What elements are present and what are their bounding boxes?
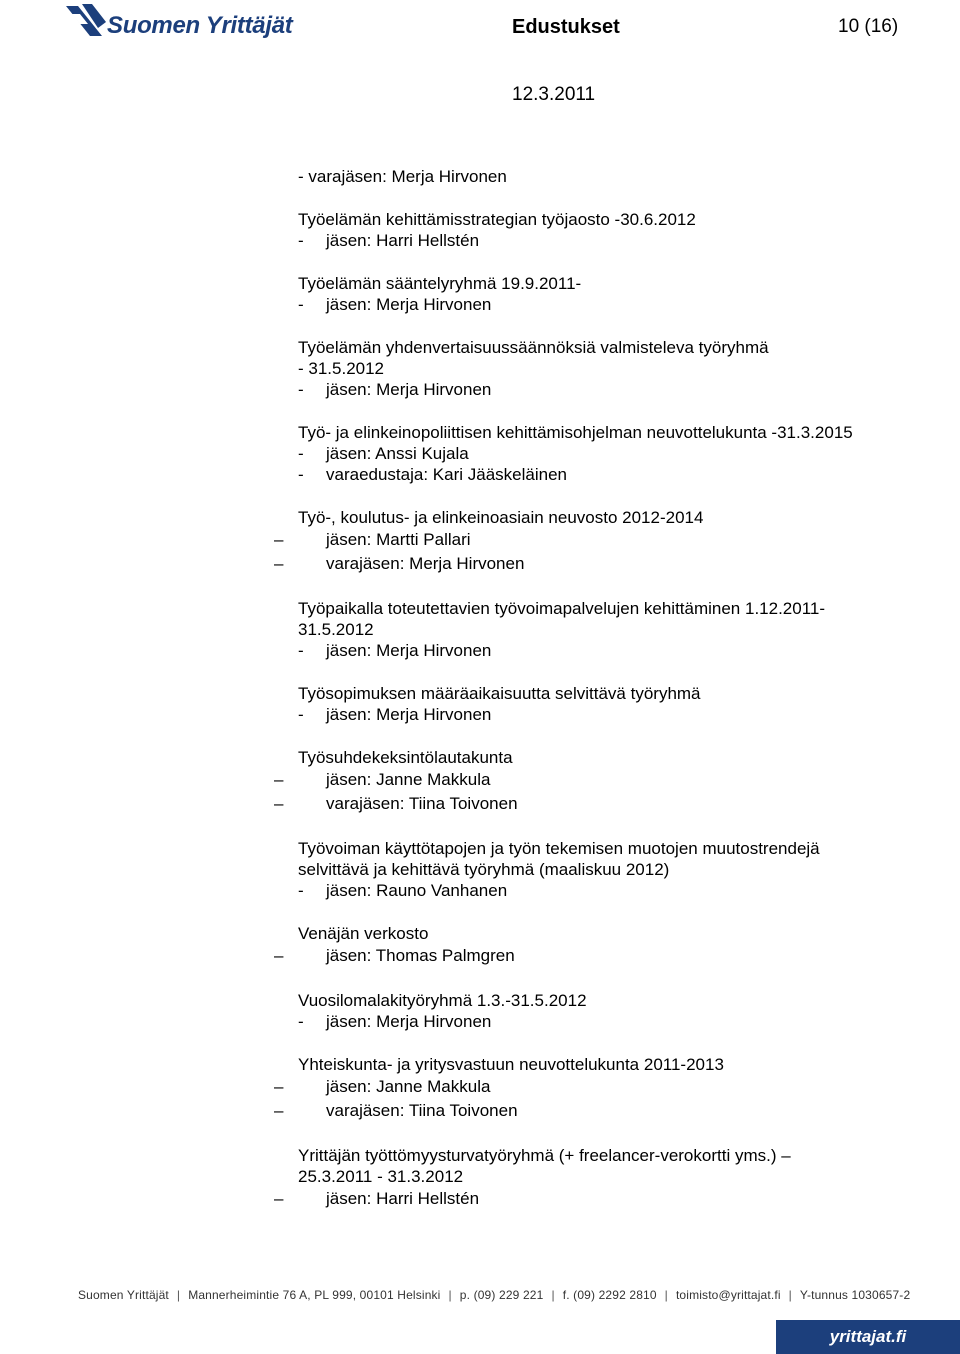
member-item xyxy=(298,880,918,901)
section-gap xyxy=(298,968,918,990)
suomen-yrittajat-logo-icon xyxy=(62,0,110,44)
section-heading: 31.5.2012 xyxy=(298,620,374,639)
footer-separator: | xyxy=(664,1288,668,1302)
section-heading: Vuosilomalakityöryhmä 1.3.-31.5.2012 xyxy=(298,991,587,1010)
section xyxy=(274,507,918,576)
bullet-dash: - xyxy=(298,231,304,250)
section-heading: Työsuhdekeksintölautakunta xyxy=(298,748,513,767)
footer-separator: | xyxy=(176,1288,181,1302)
bullet-dash: – xyxy=(274,554,284,573)
section-heading: Työ-, koulutus- ja elinkeinoasiain neuvosto 2012-2014 xyxy=(298,508,704,527)
member-item xyxy=(298,294,918,315)
member-text: jäsen: Merja Hirvonen xyxy=(326,1012,492,1031)
member-text: varaedustaja: Kari Jääskeläinen xyxy=(326,465,567,484)
section-gap xyxy=(298,901,918,923)
section-gap xyxy=(298,400,918,422)
bullet-dash: - xyxy=(298,465,304,484)
section xyxy=(298,273,918,315)
footer-item: p. (09) 229 221 xyxy=(459,1288,544,1302)
member-item xyxy=(298,379,918,400)
member-text: jäsen: Harri Hellstén xyxy=(326,231,480,250)
bullet-dash: - xyxy=(298,705,304,724)
bullet-dash: – xyxy=(274,1101,284,1120)
member-text: jäsen: Anssi Kujala xyxy=(326,444,469,463)
footer-item: Suomen Yrittäjät xyxy=(78,1288,169,1302)
section-heading: Työsopimuksen määräaikaisuutta selvittävä työryhmä xyxy=(298,684,701,703)
bullet-dash: – xyxy=(274,794,284,813)
section-heading: 25.3.2011 - 31.3.2012 xyxy=(298,1167,464,1186)
member-text: jäsen: Merja Hirvonen xyxy=(326,641,492,660)
company-logo xyxy=(62,0,302,48)
member-text: varajäsen: Tiina Toivonen xyxy=(326,1101,518,1120)
bullet-dash: – xyxy=(274,770,284,789)
member-item xyxy=(274,944,918,968)
section xyxy=(298,990,918,1032)
footer-item: Mannerheimintie 76 A, PL 999, 00101 Helsinki xyxy=(188,1288,441,1302)
member-text: jäsen: Merja Hirvonen xyxy=(326,295,492,314)
bullet-dash: – xyxy=(274,946,284,965)
section-heading: Työpaikalla toteutettavien työvoimapalvelujen kehittäminen 1.12.2011- xyxy=(298,599,826,618)
section xyxy=(274,1145,918,1211)
section-heading: Yhteiskunta- ja yritysvastuun neuvottelukunta 2011-2013 xyxy=(298,1055,724,1074)
footer-brand-bar xyxy=(776,1320,960,1354)
footer-item: Y-tunnus 1030657-2 xyxy=(799,1288,911,1302)
section-gap xyxy=(298,661,918,683)
section-heading: Työelämän sääntelyryhmä 19.9.2011- xyxy=(298,274,582,293)
section-heading: - varajäsen: Merja Hirvonen xyxy=(298,167,507,186)
section-heading: Työelämän yhdenvertaisuussäännöksiä valmisteleva työryhmä xyxy=(298,338,769,357)
section xyxy=(274,1054,918,1123)
bullet-dash: – xyxy=(274,1189,284,1208)
footer-brand[interactable]: yrittajat.fi xyxy=(829,1327,907,1346)
bullet-dash: – xyxy=(274,1077,284,1096)
member-text: jäsen: Thomas Palmgren xyxy=(326,946,515,965)
member-item xyxy=(298,640,918,661)
section xyxy=(298,337,918,400)
member-text: jäsen: Merja Hirvonen xyxy=(326,380,492,399)
member-item xyxy=(298,443,918,464)
document-title: Edustukset xyxy=(512,16,620,38)
section xyxy=(274,747,918,816)
bullet-dash: - xyxy=(298,881,304,900)
representation-list xyxy=(274,166,918,1211)
section xyxy=(298,838,918,901)
member-item xyxy=(274,792,918,816)
section-heading: Työelämän kehittämisstrategian työjaosto -30.6.2012 xyxy=(298,210,696,229)
section-heading: Yrittäjän työttömyysturvatyöryhmä (+ freelancer-verokortti yms.) – xyxy=(298,1146,791,1165)
member-text: varajäsen: Tiina Toivonen xyxy=(326,794,518,813)
bullet-dash: - xyxy=(298,641,304,660)
footer-separator: | xyxy=(788,1288,792,1302)
section-heading: Työvoiman käyttötapojen ja työn tekemisen muotojen muutostrendejä xyxy=(298,839,820,858)
section-gap xyxy=(298,1032,918,1054)
member-item xyxy=(298,704,918,725)
section-gap xyxy=(298,725,918,747)
member-text: jäsen: Martti Pallari xyxy=(326,530,471,549)
section-gap xyxy=(298,251,918,273)
section-heading: selvittävä ja kehittävä työryhmä (maaliskuu 2012) xyxy=(298,860,670,879)
logo-text: Suomen Yrittäjät xyxy=(107,12,293,39)
section-gap xyxy=(298,315,918,337)
bullet-dash: – xyxy=(274,530,284,549)
section-gap xyxy=(298,816,918,838)
section xyxy=(298,683,918,725)
footer-separator: | xyxy=(551,1288,555,1302)
footer-separator: | xyxy=(448,1288,452,1302)
section xyxy=(274,923,918,968)
member-text: jäsen: Merja Hirvonen xyxy=(326,705,492,724)
section xyxy=(298,422,918,485)
member-text: jäsen: Janne Makkula xyxy=(326,1077,491,1096)
page-number: 10 (16) xyxy=(838,16,899,37)
member-item xyxy=(274,1075,918,1099)
member-text: jäsen: Harri Hellstén xyxy=(326,1189,480,1208)
section-gap xyxy=(298,576,918,598)
member-item xyxy=(274,1099,918,1123)
bullet-dash: - xyxy=(298,380,304,399)
member-item xyxy=(274,768,918,792)
member-text: jäsen: Rauno Vanhanen xyxy=(326,881,508,900)
section-heading: - 31.5.2012 xyxy=(298,359,385,378)
section-gap xyxy=(298,187,918,209)
footer-item: toimisto@yrittajat.fi xyxy=(675,1288,781,1302)
bullet-dash: - xyxy=(298,295,304,314)
section-gap xyxy=(298,1123,918,1145)
footer-contact xyxy=(78,1288,910,1302)
footer-item: f. (09) 2292 2810 xyxy=(562,1288,657,1302)
section-gap xyxy=(298,485,918,507)
bullet-dash: - xyxy=(298,444,304,463)
member-item xyxy=(274,1187,918,1211)
member-text: jäsen: Janne Makkula xyxy=(326,770,491,789)
member-item xyxy=(298,230,918,251)
section xyxy=(298,598,918,661)
member-item xyxy=(298,1011,918,1032)
member-item xyxy=(298,464,918,485)
section-heading: Venäjän verkosto xyxy=(298,924,429,943)
document-date: 12.3.2011 xyxy=(512,84,596,105)
member-text: varajäsen: Merja Hirvonen xyxy=(326,554,525,573)
section xyxy=(298,166,918,187)
bullet-dash: - xyxy=(298,1012,304,1031)
member-item xyxy=(274,552,918,576)
section xyxy=(298,209,918,251)
section-heading: Työ- ja elinkeinopoliittisen kehittämisohjelman neuvottelukunta -31.3.2015 xyxy=(298,423,853,442)
member-item xyxy=(274,528,918,552)
